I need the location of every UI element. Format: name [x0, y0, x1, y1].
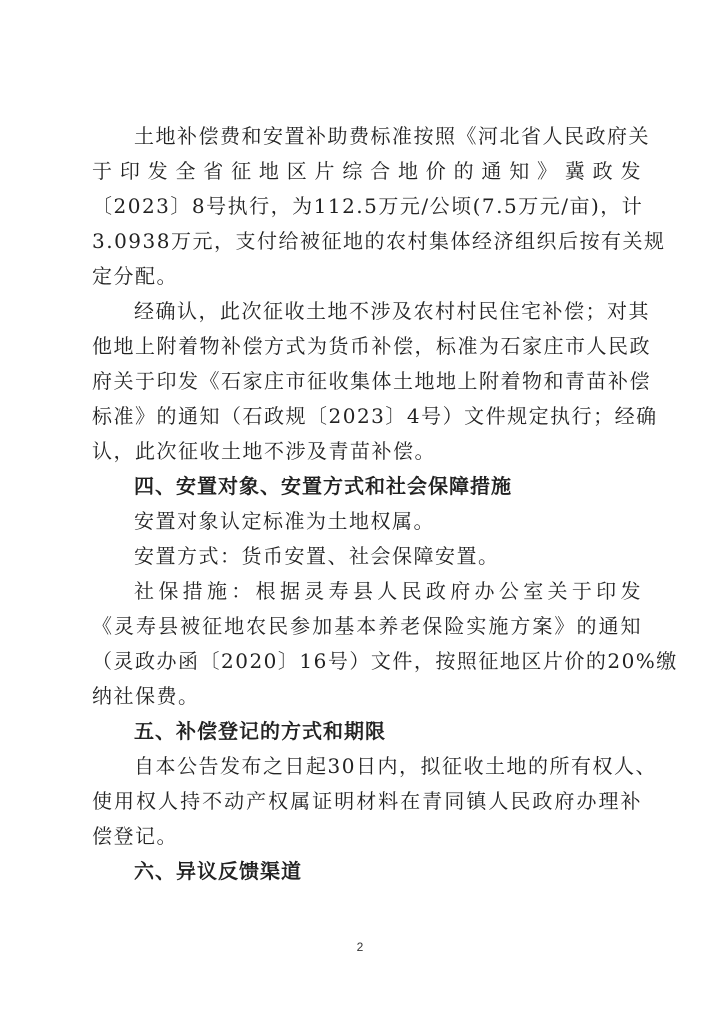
paragraph-line: 安置方式：货币安置、社会保障安置。 [134, 544, 500, 568]
paragraph-line: 认，此次征收土地不涉及青苗补偿。 [92, 439, 436, 463]
paragraph-line: 3.0938万元，支付给被征地的农村集体经济组织后按有关规 [92, 229, 666, 253]
paragraph-line: 安置对象认定标准为土地权属。 [134, 509, 435, 533]
paragraph-line: 府关于印发《石家庄市征收集体土地地上附着物和青苗补偿 [92, 369, 651, 393]
page-number: 2 [356, 940, 364, 954]
paragraph-line: （灵政办函〔2020〕16号）文件，按照征地区片价的20%缴 [92, 649, 678, 673]
paragraph-line: 社保措施：根据灵寿县人民政府办公室关于印发 [134, 579, 642, 603]
section-heading: 六、异议反馈渠道 [134, 859, 302, 883]
paragraph-line: 使用权人持不动产权属证明材料在青同镇人民政府办理补 [92, 789, 642, 813]
paragraph-line: 于印发全省征地区片综合地价的通知》冀政发 [92, 159, 642, 183]
paragraph-line: 标准》的通知（石政规〔2023〕4号）文件规定执行；经确 [92, 404, 658, 428]
paragraph-line: 他地上附着物补偿方式为货币补偿，标准为石家庄市人民政 [92, 334, 651, 358]
paragraph-line: 经确认，此次征收土地不涉及农村村民住宅补偿；对其 [134, 299, 650, 323]
paragraph-line: 《灵寿县被征地农民参加基本养老保险实施方案》的通知 [92, 614, 642, 638]
section-heading: 四、安置对象、安置方式和社会保障措施 [134, 474, 512, 498]
paragraph-line: 定分配。 [92, 264, 178, 288]
paragraph-line: 偿登记。 [92, 824, 178, 848]
paragraph-line: 〔2023〕8号执行，为112.5万元/公顷(7.5万元/亩)，计 [92, 194, 644, 218]
paragraph-line: 土地补偿费和安置补助费标准按照《河北省人民政府关 [134, 124, 650, 148]
section-heading: 五、补偿登记的方式和期限 [134, 719, 386, 743]
paragraph-line: 自本公告发布之日起30日内，拟征收土地的所有权人、 [134, 754, 657, 778]
paragraph-line: 纳社保费。 [92, 684, 200, 708]
